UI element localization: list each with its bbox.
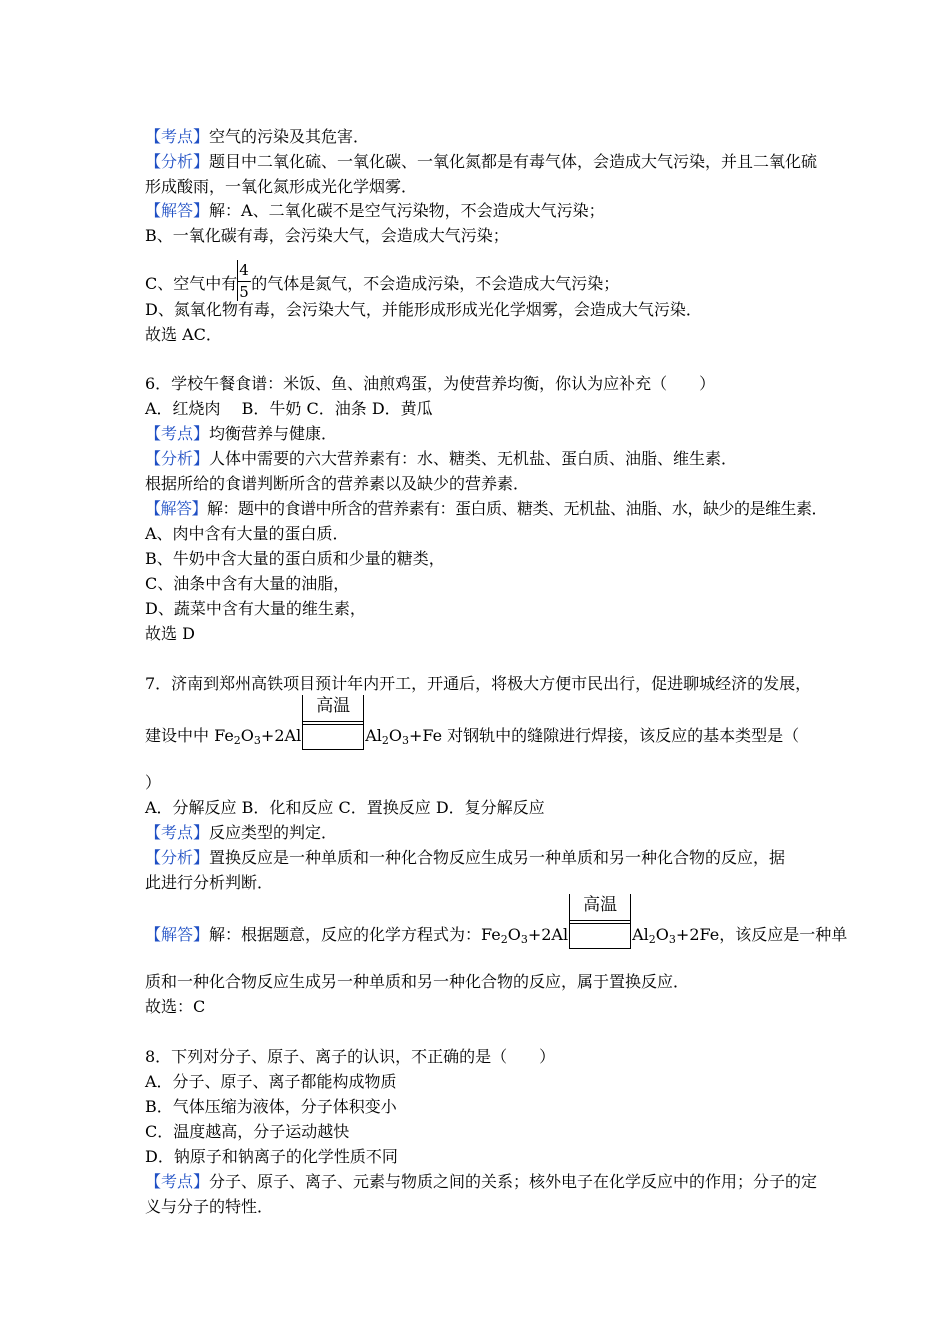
- q7-product-al: Al: [365, 726, 382, 745]
- q5-jieda-text: 解：A、二氧化碳不是空气污染物，不会造成大气污染；: [209, 201, 605, 220]
- kaodian-tag: 【考点】: [145, 424, 210, 443]
- q6-stem: 6．学校午餐食谱：米饭、鱼、油煎鸡蛋，为使营养均衡，你认为应补充（ ）: [145, 374, 716, 393]
- q7-fenxi-text-1: 置换反应是一种单质和一种化合物反应生成另一种单质和另一种化合物的反应，据: [209, 848, 786, 867]
- q7-kaodian-text: 反应类型的判定．: [209, 823, 338, 842]
- q5-line-c-post: 的气体是氮气，不会造成污染，不会造成大气污染；: [251, 274, 620, 293]
- q5-fenxi-line-1: [145, 151, 817, 173]
- q8-option-b: B．气体压缩为液体，分子体积变小: [145, 1097, 397, 1116]
- oxygen-symbol: O: [388, 726, 402, 745]
- q7-jieda-pre: 解：根据题意，反应的化学方程式为：Fe: [209, 925, 501, 944]
- oxygen-symbol: O: [240, 726, 254, 745]
- q8-kaodian-line-2: 义与分子的特性．: [145, 1197, 274, 1216]
- reaction-condition-box: [569, 895, 631, 948]
- fenxi-tag: 【分析】: [145, 848, 210, 867]
- q7-stem-2-post: +Fe 对钢轨中的缝隙进行焊接，该反应的基本类型是（: [408, 726, 800, 745]
- q8-kaodian-text-1: 分子、原子、离子、元素与物质之间的关系；核外电子在化学反应中的作用；分子的定: [209, 1172, 818, 1191]
- reaction-condition-text: 高温: [316, 696, 351, 716]
- q7-product-al: Al: [632, 925, 649, 944]
- fraction-denominator: 5: [239, 283, 249, 301]
- q6-kaodian-line: [145, 423, 337, 445]
- q8-kaodian-line-1: [145, 1171, 817, 1193]
- q7-jieda-line-2: 质和一种化合物反应生成另一种单质和另一种化合物的反应，属于置换反应．: [145, 972, 690, 991]
- q7-answer: 故选：C: [145, 997, 206, 1016]
- subscript-2: 2: [381, 734, 389, 747]
- q6-line-b: B、牛奶中含大量的蛋白质和少量的糖类，: [145, 549, 445, 568]
- four-fifths-fraction: [237, 262, 251, 302]
- kaodian-tag: 【考点】: [145, 823, 210, 842]
- q6-jieda-text: 解：题中的食谱中所含的营养素有：蛋白质、糖类、无机盐、油脂、水，缺少的是维生素．: [207, 499, 828, 518]
- q6-options: A．红烧肉 B．牛奶 C．油条 D．黄瓜: [145, 399, 433, 418]
- q6-kaodian-text: 均衡营养与健康．: [209, 424, 338, 443]
- reaction-condition-text: 高温: [583, 895, 618, 915]
- subscript-3: 3: [520, 933, 528, 946]
- q6-answer: 故选 D: [145, 624, 195, 643]
- q5-line-c-pre: C、空气中有: [145, 274, 238, 293]
- q5-line-b: B、一氧化碳有毒，会污染大气，会造成大气污染；: [145, 226, 509, 245]
- q5-kaodian-text: 空气的污染及其危害．: [209, 127, 370, 146]
- oxygen-symbol: O: [655, 925, 669, 944]
- jieda-tag: 【解答】: [145, 201, 210, 220]
- fenxi-tag: 【分析】: [145, 449, 210, 468]
- q5-line-d: D、氮氧化物有毒，会污染大气，并能形成形成光化学烟雾，会造成大气污染．: [145, 300, 702, 319]
- subscript-3: 3: [668, 933, 676, 946]
- q7-options: A．分解反应 B．化和反应 C．置换反应 D．复分解反应: [145, 798, 545, 817]
- q8-option-c: C．温度越高，分子运动越快: [145, 1122, 350, 1141]
- q6-fenxi-line-1: [145, 448, 737, 470]
- q5-fenxi-line-2: 形成酸雨，一氧化氮形成光化学烟雾．: [145, 177, 418, 196]
- q6-jieda-line: [145, 498, 827, 520]
- q6-line-a: A、肉中含有大量的蛋白质．: [145, 524, 349, 543]
- kaodian-tag: 【考点】: [145, 127, 210, 146]
- subscript-2: 2: [500, 933, 508, 946]
- q7-stem-1: 7．济南到郑州高铁项目预计年内开工，开通后，将极大方便市民出行，促进聊城经济的发展，: [145, 674, 812, 693]
- q7-stem-3: ）: [145, 773, 162, 792]
- q6-line-c: C、油条中含有大量的油脂，: [145, 574, 350, 593]
- q6-fenxi-text-1: 人体中需要的六大营养素有：水、糖类、无机盐、蛋白质、油脂、维生素．: [209, 449, 738, 468]
- q6-fenxi-line-2: 根据所给的食谱判断所含的营养素以及缺少的营养素．: [145, 474, 530, 493]
- q5-answer: 故选 AC．: [145, 325, 222, 344]
- q7-jieda-line: [145, 895, 848, 948]
- q7-fenxi-line-1: [145, 847, 785, 869]
- q5-fenxi-text-1: 题目中二氧化硫、一氧化碳、一氧化氮都是有毒气体，会造成大气污染，并且二氧化硫: [209, 152, 818, 171]
- q7-kaodian-line: [145, 822, 337, 844]
- q8-stem: 8．下列对分子、原子、离子的认识，不正确的是（ ）: [145, 1047, 556, 1066]
- q7-fenxi-line-2: 此进行分析判断．: [145, 873, 274, 892]
- subscript-2: 2: [648, 933, 656, 946]
- q7-reactant-al: +2Al: [260, 726, 302, 745]
- kaodian-tag: 【考点】: [145, 1172, 210, 1191]
- subscript-3: 3: [401, 734, 409, 747]
- q7-fe-text: 建设中中 Fe: [145, 726, 234, 745]
- jieda-tag: 【解答】: [145, 499, 208, 518]
- q5-line-c: [145, 262, 619, 302]
- reaction-condition-box: [302, 696, 364, 749]
- q8-option-a: A．分子、原子、离子都能构成物质: [145, 1072, 397, 1091]
- q7-jieda-post: +2Fe，该反应是一种单: [675, 925, 848, 944]
- q7-jieda-al: +2Al: [527, 925, 569, 944]
- q7-stem-2: [145, 696, 800, 749]
- q8-option-d: D．钠原子和钠离子的化学性质不同: [145, 1147, 398, 1166]
- fenxi-tag: 【分析】: [145, 152, 210, 171]
- q6-line-d: D、蔬菜中含有大量的维生素，: [145, 599, 366, 618]
- q5-jieda-line: [145, 200, 605, 222]
- q5-kaodian-line: [145, 126, 369, 148]
- oxygen-symbol: O: [507, 925, 521, 944]
- jieda-tag: 【解答】: [145, 925, 210, 944]
- subscript-3: 3: [253, 734, 261, 747]
- fraction-numerator: 4: [239, 261, 249, 279]
- subscript-2: 2: [233, 734, 241, 747]
